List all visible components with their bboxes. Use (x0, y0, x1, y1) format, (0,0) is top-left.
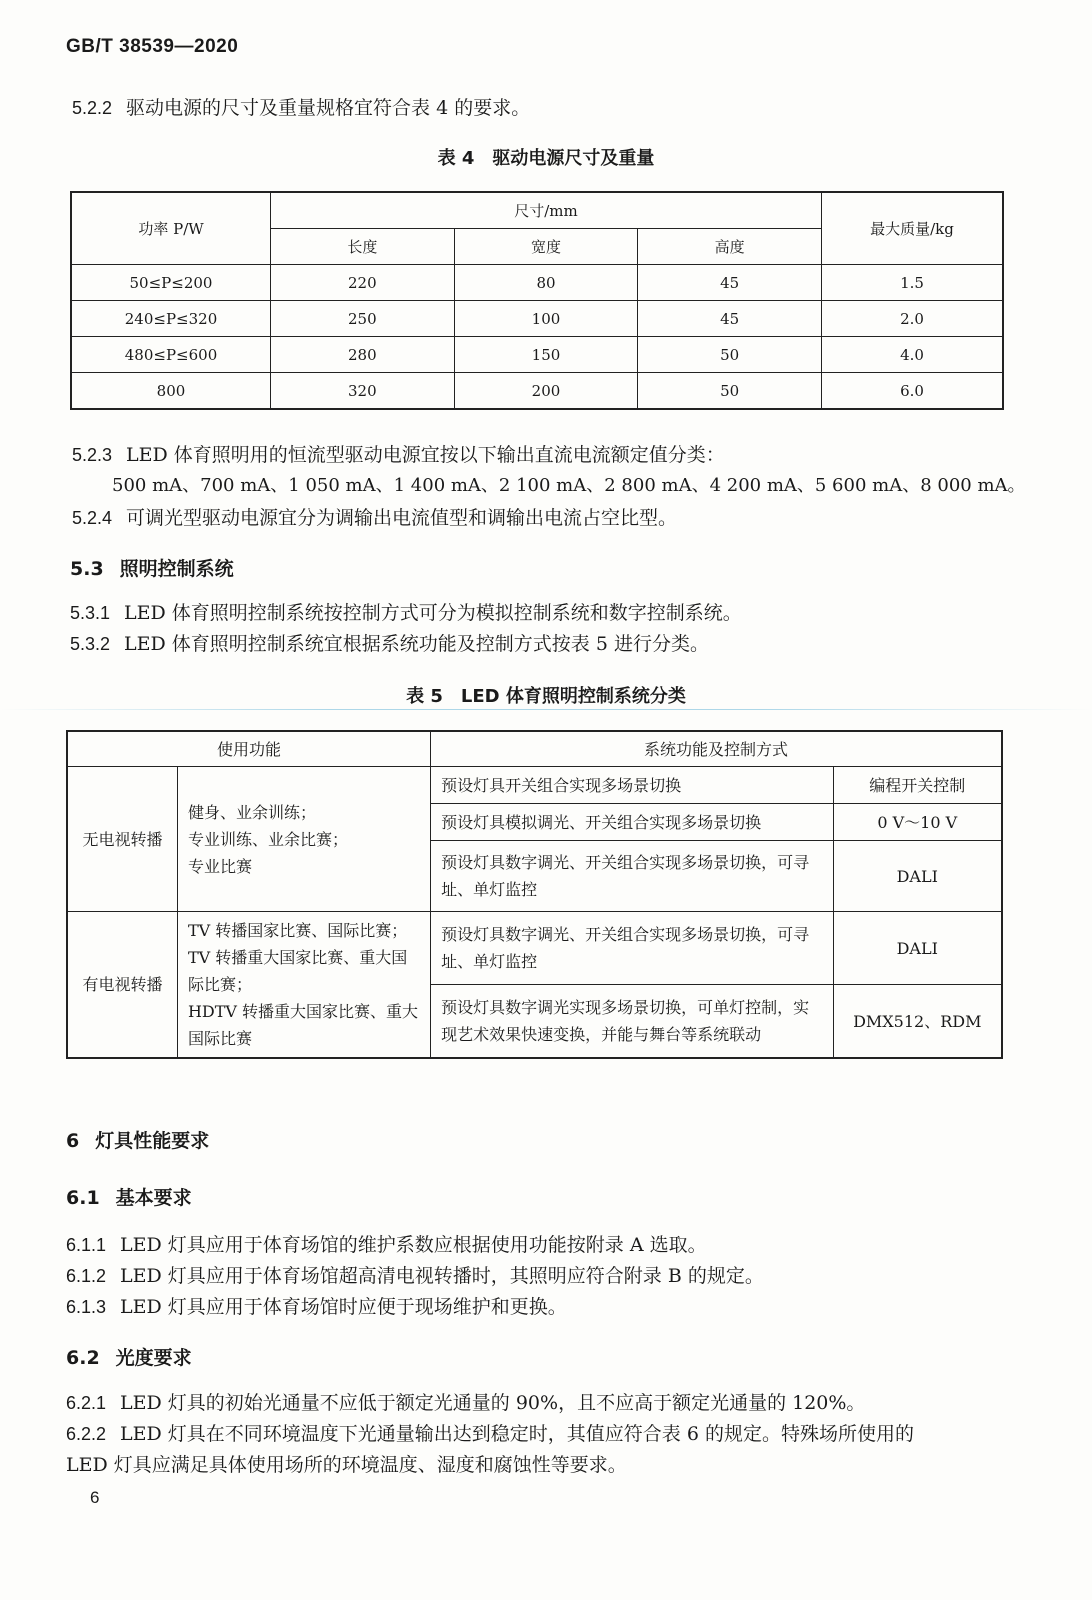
header-width: 宽度 (454, 229, 638, 265)
table-5 (66, 730, 1003, 1059)
clause-text: LED 体育照明控制系统宜根据系统功能及控制方式按表 5 进行分类。 (124, 633, 709, 655)
cell-height: 50 (638, 373, 822, 410)
clause-text: LED 体育照明用的恒流型驱动电源宜按以下输出直流电流额定值分类： (126, 444, 725, 466)
use-item: HDTV 转播重大国家比赛、重大国际比赛 (187, 1002, 419, 1048)
section-title: 照明控制系统 (119, 558, 234, 580)
clause-number: 5.2.2 (72, 98, 113, 118)
section-title: 灯具性能要求 (95, 1130, 210, 1152)
clause-5-3-2 (70, 632, 709, 656)
header-mass: 最大质量/kg (822, 192, 1004, 265)
header-length: 长度 (271, 229, 455, 265)
clause-text: LED 灯具的初始光通量不应低于额定光通量的 90%，且不应高于额定光通量的 120%。 (120, 1392, 866, 1414)
section-6 (66, 1126, 209, 1153)
use-item: TV 转播国家比赛、国际比赛； (187, 921, 408, 940)
use-item: 健身、业余训练； (187, 802, 316, 822)
clause-6-2-2 (66, 1422, 914, 1446)
clause-number: 5.2.4 (72, 508, 113, 528)
cell-length: 250 (271, 301, 455, 337)
clause-5-2-4 (72, 506, 677, 530)
header-height: 高度 (638, 229, 822, 265)
clause-text: LED 体育照明控制系统按控制方式可分为模拟控制系统和数字控制系统。 (124, 602, 742, 624)
standard-header: GB/T 38539—2020 (66, 36, 239, 57)
cell-height: 45 (638, 265, 822, 301)
use-item: TV 转播重大国家比赛、重大国际比赛； (187, 948, 408, 994)
system-desc: 预设灯具模拟调光、开关组合实现多场景切换 (431, 804, 833, 841)
group-tv-uses (177, 912, 430, 1059)
cell-width: 200 (454, 373, 638, 410)
system-desc: 预设灯具数字调光、开关组合实现多场景切换，可寻址、单灯监控 (431, 912, 833, 985)
system-desc: 预设灯具开关组合实现多场景切换 (431, 767, 833, 804)
clause-number: 6.1.1 (66, 1235, 107, 1255)
table-4 (70, 191, 1004, 410)
clause-text: 驱动电源的尺寸及重量规格宜符合表 4 的要求。 (126, 97, 531, 119)
clause-text: 可调光型驱动电源宜分为调输出电流值型和调输出电流占空比型。 (126, 507, 678, 529)
clause-number: 6.1.3 (66, 1297, 107, 1317)
clause-5-3-1 (70, 601, 742, 625)
cell-length: 320 (271, 373, 455, 410)
table-row (71, 265, 1003, 301)
clause-5-2-3 (72, 443, 725, 467)
cell-width: 100 (454, 301, 638, 337)
clause-text: LED 灯具应用于体育场馆时应便于现场维护和更换。 (120, 1296, 567, 1318)
cell-height: 50 (638, 337, 822, 373)
cell-mass: 1.5 (822, 265, 1004, 301)
table-row (71, 373, 1003, 410)
header-system: 系统功能及控制方式 (431, 731, 1002, 767)
cell-width: 150 (454, 337, 638, 373)
cell-power: 480≤P≤600 (71, 337, 271, 373)
table-row (71, 337, 1003, 373)
use-item: 专业训练、业余比赛； (187, 829, 348, 849)
clause-6-1-1 (66, 1233, 707, 1257)
cell-mass: 4.0 (822, 337, 1004, 373)
cell-height: 45 (638, 301, 822, 337)
cell-power: 50≤P≤200 (71, 265, 271, 301)
section-6-1 (66, 1183, 192, 1210)
header-size: 尺寸/mm (271, 192, 822, 229)
header-use: 使用功能 (67, 731, 431, 767)
table-5-caption: 表 5 LED 体育照明控制系统分类 (406, 686, 686, 707)
clause-number: 6.2.2 (66, 1424, 107, 1444)
control-method: DALI (833, 841, 1002, 912)
cell-power: 240≤P≤320 (71, 301, 271, 337)
section-number: 5.3 (70, 558, 104, 580)
clause-6-1-3 (66, 1295, 567, 1319)
clause-6-2-1 (66, 1391, 865, 1415)
control-method: DMX512、RDM (833, 985, 1002, 1059)
clause-number: 5.3.1 (70, 603, 111, 623)
group-no-tv: 无电视转播 (67, 767, 177, 912)
clause-number: 6.2.1 (66, 1393, 107, 1413)
scan-artifact-line (0, 709, 1092, 710)
clause-6-1-2 (66, 1264, 764, 1288)
clause-6-2-2-continued: LED 灯具应满足具体使用场所的环境温度、湿度和腐蚀性等要求。 (66, 1454, 627, 1476)
section-6-2 (66, 1343, 192, 1370)
table-4-caption: 表 4 驱动电源尺寸及重量 (437, 148, 655, 169)
section-title: 基本要求 (115, 1187, 192, 1209)
clause-number: 5.3.2 (70, 634, 111, 654)
clause-text: LED 灯具应用于体育场馆超高清电视转播时，其照明应符合附录 B 的规定。 (120, 1265, 764, 1287)
control-method: DALI (833, 912, 1002, 985)
section-5-3 (70, 554, 234, 581)
cell-mass: 2.0 (822, 301, 1004, 337)
cell-length: 280 (271, 337, 455, 373)
cell-length: 220 (271, 265, 455, 301)
section-number: 6.2 (66, 1347, 100, 1369)
system-desc: 预设灯具数字调光实现多场景切换，可单灯控制，实现艺术效果快速变换，并能与舞台等系统联动 (431, 985, 833, 1059)
section-number: 6.1 (66, 1187, 100, 1209)
use-item: 专业比赛 (187, 856, 252, 876)
system-desc: 预设灯具数字调光、开关组合实现多场景切换，可寻址、单灯监控 (431, 841, 833, 912)
clause-text: LED 灯具在不同环境温度下光通量输出达到稳定时，其值应符合表 6 的规定。特殊场所使用的 (120, 1423, 914, 1445)
clause-5-2-2 (72, 96, 530, 120)
section-title: 光度要求 (115, 1347, 192, 1369)
cell-mass: 6.0 (822, 373, 1004, 410)
control-method: 0 V～10 V (833, 804, 1002, 841)
cell-width: 80 (454, 265, 638, 301)
group-tv: 有电视转播 (67, 912, 177, 1059)
clause-number: 6.1.2 (66, 1266, 107, 1286)
group-no-tv-uses (177, 767, 430, 912)
header-power: 功率 P/W (71, 192, 271, 265)
current-values: 500 mA、700 mA、1 050 mA、1 400 mA、2 100 mA、2 800 mA、4 200 mA、5 600 mA、8 000 mA。 (112, 475, 1026, 496)
clause-text: LED 灯具应用于体育场馆的维护系数应根据使用功能按附录 A 选取。 (120, 1234, 707, 1256)
section-number: 6 (66, 1130, 80, 1152)
table-row (71, 301, 1003, 337)
control-method: 编程开关控制 (833, 767, 1002, 804)
page-number: 6 (90, 1488, 100, 1507)
cell-power: 800 (71, 373, 271, 410)
clause-number: 5.2.3 (72, 445, 113, 465)
